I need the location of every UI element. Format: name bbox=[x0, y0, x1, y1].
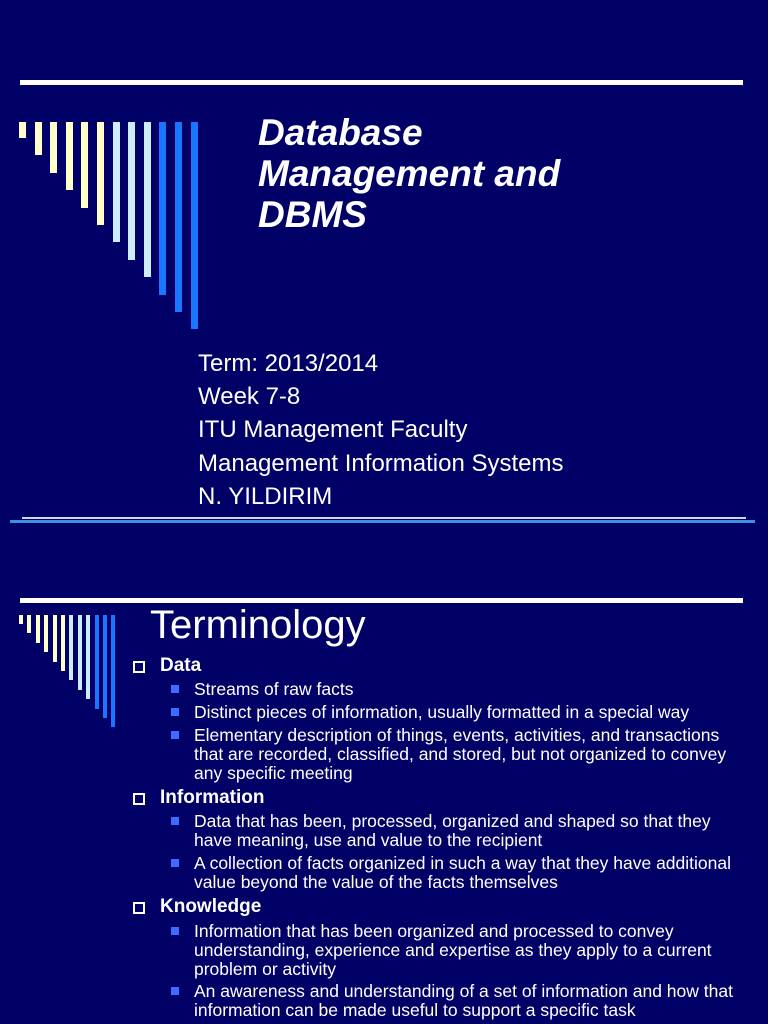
decorative-bar bbox=[61, 615, 65, 671]
decorative-bar bbox=[159, 122, 166, 295]
decorative-bar bbox=[19, 122, 26, 138]
decorative-bar bbox=[78, 615, 82, 690]
square-bullet-icon bbox=[171, 927, 179, 935]
decorative-bar bbox=[86, 615, 90, 699]
hollow-square-bullet-icon bbox=[133, 902, 145, 914]
decorative-bar bbox=[191, 122, 198, 329]
square-bullet-icon bbox=[171, 859, 179, 867]
title-line: Management and bbox=[258, 153, 561, 194]
decorative-bar bbox=[97, 122, 104, 225]
subtitle-week: Week 7-8 bbox=[198, 383, 301, 411]
square-bullet-icon bbox=[171, 731, 179, 739]
decorative-bar bbox=[111, 615, 115, 727]
slide-title bbox=[258, 112, 678, 235]
decorative-bar bbox=[53, 615, 57, 662]
decorative-bar bbox=[19, 615, 23, 624]
subtitle-course: Management Information Systems bbox=[198, 449, 564, 477]
decorative-bar bbox=[35, 122, 42, 155]
bottom-rule-accent bbox=[10, 520, 755, 523]
decorative-bar bbox=[95, 615, 99, 709]
section-label: Information bbox=[160, 787, 265, 808]
subtitle-author: N. YILDIRIM bbox=[198, 482, 333, 510]
decorative-bar bbox=[69, 615, 73, 680]
square-bullet-icon bbox=[171, 685, 179, 693]
slide-subtitle bbox=[198, 347, 758, 513]
decorative-bar bbox=[128, 122, 135, 260]
decorative-bar bbox=[81, 122, 88, 208]
decorative-bar bbox=[103, 615, 107, 718]
decorative-bar bbox=[36, 615, 40, 643]
section-label: Data bbox=[160, 655, 202, 676]
decorative-bar bbox=[175, 122, 182, 312]
decorative-bar bbox=[44, 615, 48, 652]
subtitle-term: Term: 2013/2014 bbox=[198, 350, 379, 377]
decorative-bar bbox=[50, 122, 57, 173]
square-bullet-icon bbox=[171, 708, 179, 716]
top-rule bbox=[20, 80, 743, 85]
subtitle-faculty: ITU Management Faculty bbox=[198, 416, 468, 444]
square-bullet-icon bbox=[171, 987, 179, 995]
decorative-bar bbox=[66, 122, 73, 190]
title-line: DBMS bbox=[258, 194, 367, 235]
decorative-bar bbox=[144, 122, 151, 277]
decorative-bar bbox=[27, 615, 31, 633]
decorative-bar bbox=[113, 122, 120, 242]
bottom-rule bbox=[22, 517, 746, 519]
square-bullet-icon bbox=[171, 817, 179, 825]
terminology-slide: Terminology Data Streams of raw facts Distinct pieces of information, usually formatted in a special way Elementary description of things, events, activities, and transactions that are recorded, classified, and stored, but not organized to convey any specific meeting Information Data that has been, processed, organized and shaped so that they have meaning, use and value to the recipient A collection of facts organized in such a way that they have additional value beyond the value of the facts themselves Knowledge Information that has been organized and processed to convey understanding, experience and expertise as they apply to a current problem or activity An awareness and understanding of a set of information and how that information can be made useful to support a specific task bbox=[0, 584, 768, 1024]
section-label: Knowledge bbox=[160, 896, 262, 917]
hollow-square-bullet-icon bbox=[133, 661, 145, 673]
slide-title: Terminology bbox=[150, 603, 366, 647]
title-line: Database bbox=[258, 112, 423, 153]
top-rule bbox=[20, 598, 743, 603]
hollow-square-bullet-icon bbox=[133, 793, 145, 805]
